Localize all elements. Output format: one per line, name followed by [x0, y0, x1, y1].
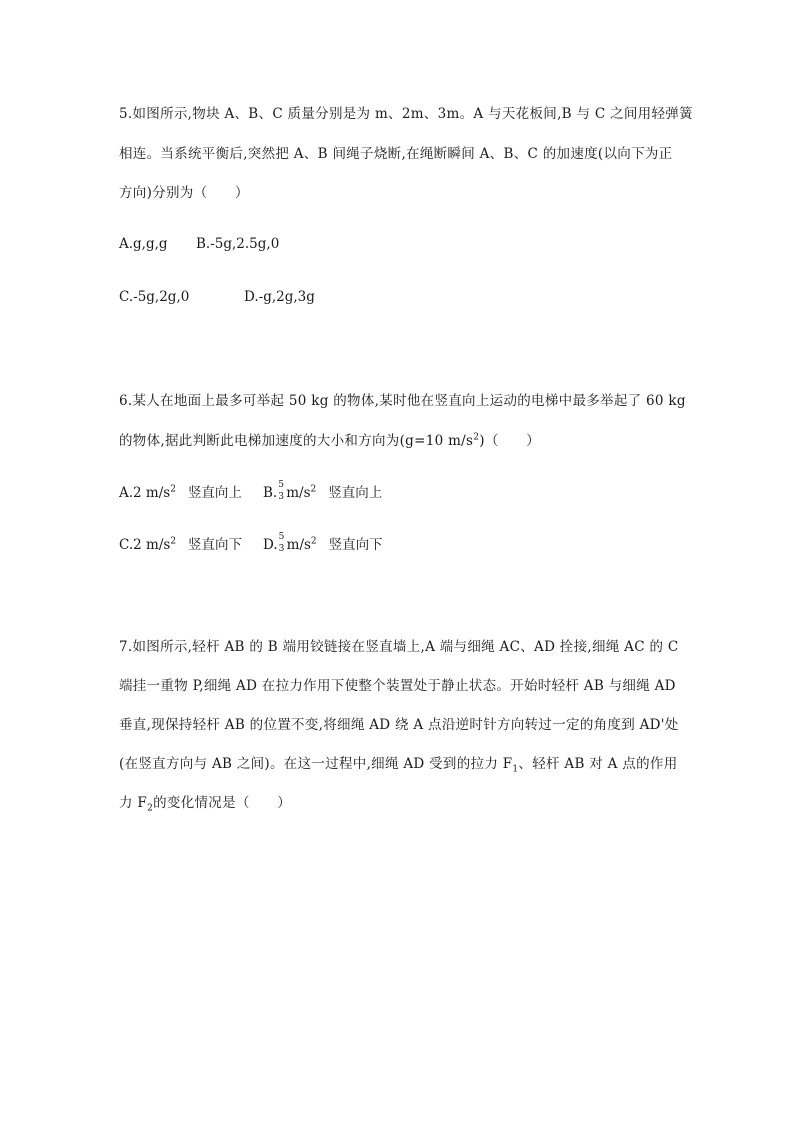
q6-option-b-direction: 竖直向上 [328, 485, 383, 501]
q6-option-a [119, 483, 242, 503]
q7-f2-subscript: 2 [147, 803, 154, 814]
q7-stem-line-4 [119, 754, 678, 774]
q6-option-a-direction: 竖直向上 [187, 485, 242, 501]
q6-option-b-fraction [278, 479, 285, 502]
q7-stem-line-5-text: 力 F [119, 795, 148, 811]
q7-stem-line-5 [119, 793, 291, 813]
q6-option-d-direction: 竖直向下 [328, 537, 383, 553]
q6-option-b-label: B. [263, 485, 278, 501]
q6-option-b-denominator: 3 [278, 491, 284, 502]
q7-f1-subscript: 1 [512, 764, 519, 775]
q5-stem-line-2: 相连。当系统平衡后,突然把 A、B 间绳子烧断,在绳断瞬间 A、B、C 的加速度(以向下为正 [119, 146, 673, 162]
q6-option-d-exponent: 2 [310, 536, 317, 547]
q7-stem-line-1: 7.如图所示,轻杆 AB 的 B 端用铰链接在竖直墙上,A 端与细绳 AC、AD 拴接,细绳 AC 的 C [119, 639, 679, 655]
q6-option-c [119, 535, 242, 555]
q5-option-c: C.-5g,2g,0 [119, 289, 190, 305]
q6-option-b-numerator: 5 [278, 479, 284, 490]
q7-stem-line-2: 端挂一重物 P,细绳 AD 在拉力作用下使整个装置处于静止状态。开始时轻杆 AB 与细绳 AD [119, 678, 676, 694]
q7-stem-line-3: 垂直,现保持轻杆 AB 的位置不变,将细绳 AD 绕 A 点沿逆时针方向转过一定的角度到 AD'处 [119, 717, 679, 733]
q5-stem-line-1: 5.如图所示,物块 A、B、C 质量分别是为 m、2m、3m。A 与天花板间,B 与 C 之间用轻弹簧 [119, 106, 693, 122]
q6-option-b-exponent: 2 [310, 484, 317, 495]
q6-option-d-label: D. [263, 537, 278, 553]
q5-option-b: B.-5g,2.5g,0 [196, 236, 280, 252]
q6-stem-line-2-text: 的物体,据此判断此电梯加速度的大小和方向为(g=10 m/s [119, 433, 474, 449]
q6-option-d-numerator: 5 [278, 531, 285, 542]
q5-option-d: D.-g,2g,3g [244, 289, 315, 305]
q6-option-d-fraction [278, 531, 286, 554]
q6-option-c-label: C.2 m/s [119, 537, 171, 553]
q7-stem-line-4-end: 、轻杆 AB 对 A 点的作用 [518, 756, 678, 772]
q6-option-a-label: A.2 m/s [119, 485, 171, 501]
q6-option-c-direction: 竖直向下 [188, 537, 243, 553]
q6-stem-exponent: 2 [473, 432, 480, 443]
q6-stem-line-2 [119, 431, 540, 451]
q6-option-b [263, 479, 383, 503]
q6-option-d-unit: m/s [286, 537, 311, 553]
q6-option-d [263, 531, 383, 555]
q6-option-c-exponent: 2 [170, 536, 177, 547]
q5-option-a: A.g,g,g [119, 236, 168, 252]
q6-option-d-denominator: 3 [278, 543, 285, 554]
q7-stem-line-4-text: (在竖直方向与 AB 之间)。在这一过程中,细绳 AD 受到的拉力 F [119, 756, 513, 772]
q5-stem-line-3: 方向)分别为（ ） [119, 185, 249, 201]
q6-option-b-unit: m/s [286, 485, 311, 501]
q7-stem-line-5-end: 的变化情况是（ ） [153, 795, 292, 811]
q6-stem-line-1: 6.某人在地面上最多可举起 50 kg 的物体,某时他在竖直向上运动的电梯中最多举起了 60 kg [119, 393, 686, 409]
q6-option-a-exponent: 2 [170, 484, 176, 495]
q6-stem-line-2-end: )（ ） [479, 433, 541, 449]
